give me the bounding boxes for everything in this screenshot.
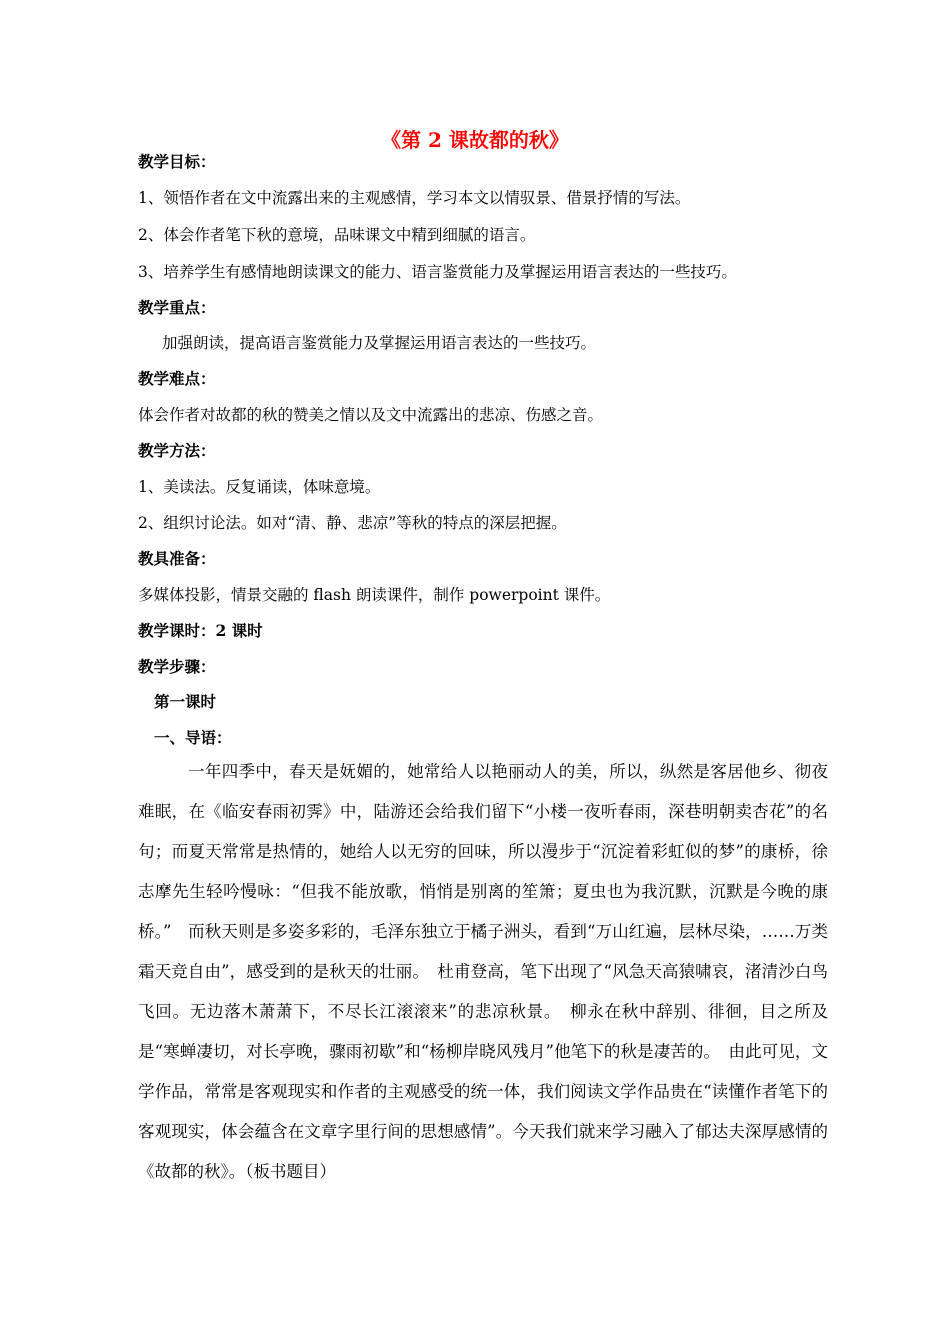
steps-heading: 教学步骤： <box>138 657 216 676</box>
intro-paragraph: 一年四季中，春天是妩媚的，她常给人以艳丽动人的美，所以，纵然是客居他乡、彻夜难眠，在《临安春雨初霁》中，陆游还会给我们留下“小楼一夜听春雨，深巷明朝卖杏花”的名句；而夏天常常是热情的，她给人以无穷的回味，所以漫步于“沉淀着彩虹似的梦”的康桥，徐志摩先生轻吟慢咏：“但我不能放歌，悄悄是别离的笙箫；夏虫也为我沉默，沉默是今晚的康桥。” 而秋天则是多姿多彩的，毛泽东独立于橘子洲头，看到“万山红遍，层林尽染，……万类霜天竞自由”，感受到的是秋天的壮丽。 杜甫登高，笔下出现了“风急天高猿啸哀，渚清沙白鸟飞回。无边落木萧萧下，不尽长江滚滚来”的悲凉秋景。 柳永在秋中辞别、徘徊，目之所及是“寒蝉凄切，对长亭晚，骤雨初歇”和“杨柳岸晓风残月”他笔下的秋是凄苦的。 由此可见，文学作品，常常是客观现实和作者的主观感受的统一体，我们阅读文学作品贵在“读懂作者笔下的客观现实，体会蕴含在文章字里行间的思想感情”。今天我们就来学习融入了郁达夫深厚感情的《故都的秋》。（板书题目） <box>138 762 828 1181</box>
intro-heading: 一、导语： <box>154 728 232 747</box>
methods-heading: 教学方法： <box>138 441 216 460</box>
key-points-text: 加强朗读，提高语言鉴赏能力及掌握运用语言表达的一些技巧。 <box>162 334 597 352</box>
difficulties-text: 体会作者对故都的秋的赞美之情以及文中流露出的悲凉、伤感之音。 <box>138 406 604 424</box>
tools-text: 多媒体投影，情景交融的 flash 朗读课件，制作 powerpoint 课件。 <box>138 586 611 604</box>
objective-item: 1、领悟作者在文中流露出来的主观感情，学习本文以情驭景、借景抒情的写法。 <box>138 189 691 207</box>
key-points-heading: 教学重点： <box>138 298 216 317</box>
tools-heading: 教具准备： <box>138 549 216 568</box>
objective-item: 3、培养学生有感情地朗读课文的能力、语言鉴赏能力及掌握运用语言表达的一些技巧。 <box>138 263 737 281</box>
difficulties-heading: 教学难点： <box>138 369 216 388</box>
document-title: 《第 2 课故都的秋》 <box>381 128 569 152</box>
method-item: 2、组织讨论法。如对“清、静、悲凉”等秋的特点的深层把握。 <box>138 514 567 532</box>
method-item: 1、美读法。反复诵读，体味意境。 <box>138 478 381 496</box>
objectives-heading: 教学目标： <box>138 152 216 171</box>
lesson-heading: 第一课时 <box>154 692 217 711</box>
teaching-hours: 教学课时：2 课时 <box>138 621 263 640</box>
objective-item: 2、体会作者笔下秋的意境，品味课文中精到细腻的语言。 <box>138 226 536 244</box>
